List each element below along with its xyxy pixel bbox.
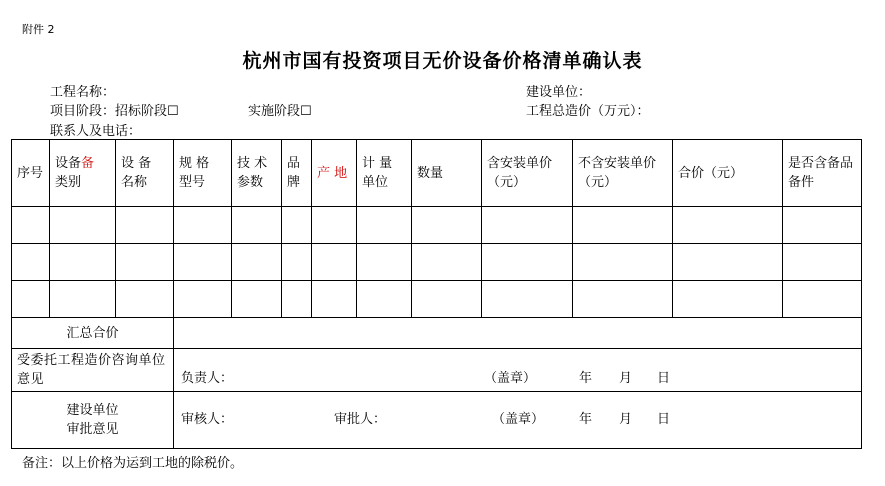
- cell[interactable]: [282, 281, 312, 318]
- header-seq: 序号: [12, 140, 50, 207]
- cell[interactable]: [174, 207, 232, 244]
- table-row: [12, 281, 862, 318]
- header-origin: 产 地: [312, 140, 357, 207]
- cell[interactable]: [174, 244, 232, 281]
- cell[interactable]: [783, 207, 862, 244]
- header-total: 合价（元）: [673, 140, 783, 207]
- cell[interactable]: [312, 207, 357, 244]
- cell[interactable]: [482, 244, 573, 281]
- cell[interactable]: [50, 244, 116, 281]
- header-unit-price-excl: 不含安装单价（元）: [573, 140, 673, 207]
- cell[interactable]: [357, 207, 412, 244]
- cell[interactable]: [312, 281, 357, 318]
- header-category-red: 备: [81, 156, 95, 171]
- header-category-b: 类别: [55, 175, 82, 190]
- table-header-row: [12, 140, 862, 207]
- cell[interactable]: [573, 207, 673, 244]
- table-row: [12, 244, 862, 281]
- summary-label: 汇总合价: [12, 318, 174, 349]
- approval-row: [12, 392, 862, 449]
- stage-bid-option: 招标阶段☐: [115, 104, 179, 119]
- header-category: [50, 140, 116, 207]
- builder-label: 建设单位：: [526, 85, 592, 100]
- cell[interactable]: [673, 244, 783, 281]
- cell[interactable]: [412, 281, 482, 318]
- cell[interactable]: [312, 244, 357, 281]
- month-label: 月: [619, 371, 633, 386]
- cell[interactable]: [412, 244, 482, 281]
- seal-label: （盖章）: [484, 371, 537, 386]
- cell[interactable]: [12, 244, 50, 281]
- consult-row: [12, 349, 862, 392]
- cell[interactable]: [282, 244, 312, 281]
- total-cost-label: 工程总造价（万元）：: [526, 104, 650, 119]
- reviewer-label: 审核人：: [181, 412, 234, 427]
- header-brand: 品 牌: [282, 140, 312, 207]
- day-label: 日: [657, 371, 671, 386]
- header-category-a: 设备: [55, 156, 82, 171]
- approval-label-2: 审批意见: [66, 422, 119, 437]
- responsible-label: 负责人：: [181, 371, 234, 386]
- cell[interactable]: [116, 244, 174, 281]
- cell[interactable]: [116, 207, 174, 244]
- approval-label: [12, 392, 174, 449]
- table-row: [12, 207, 862, 244]
- header-unit-price-incl: 含安装单价（元）: [482, 140, 573, 207]
- page-title: 杭州市国有投资项目无价设备价格清单确认表: [242, 50, 643, 72]
- cell[interactable]: [12, 207, 50, 244]
- cell[interactable]: [573, 281, 673, 318]
- cell[interactable]: [783, 244, 862, 281]
- cell[interactable]: [482, 281, 573, 318]
- cell[interactable]: [673, 207, 783, 244]
- seal-label-2: （盖章）: [492, 412, 545, 427]
- cell[interactable]: [50, 207, 116, 244]
- day-label-2: 日: [657, 412, 671, 427]
- cell[interactable]: [174, 281, 232, 318]
- cell[interactable]: [783, 281, 862, 318]
- project-name-label: 工程名称：: [50, 85, 116, 100]
- approval-sign-cell[interactable]: [174, 392, 862, 449]
- header-spec: 规 格 型号: [174, 140, 232, 207]
- header-name: 设 备 名称: [116, 140, 174, 207]
- approver-label: 审批人：: [334, 412, 387, 427]
- header-unit: 计 量 单位: [357, 140, 412, 207]
- stage-prefix: 项目阶段：: [50, 104, 116, 119]
- price-table: [11, 139, 862, 449]
- header-tech: 技 术 参数: [232, 140, 282, 207]
- cell[interactable]: [482, 207, 573, 244]
- footnote: 备注：以上价格为运到工地的除税价。: [22, 456, 244, 471]
- stage-impl-option: 实施阶段☐: [248, 104, 312, 119]
- cell[interactable]: [232, 244, 282, 281]
- cell[interactable]: [412, 207, 482, 244]
- cell[interactable]: [357, 281, 412, 318]
- summary-row: [12, 318, 862, 349]
- cell[interactable]: [12, 281, 50, 318]
- consult-label: 受委托工程造价咨询单位意见: [12, 349, 174, 392]
- year-label-2: 年: [579, 412, 593, 427]
- cell[interactable]: [673, 281, 783, 318]
- cell[interactable]: [357, 244, 412, 281]
- cell[interactable]: [282, 207, 312, 244]
- header-qty: 数量: [412, 140, 482, 207]
- month-label-2: 月: [619, 412, 633, 427]
- attachment-label: 附件 2: [22, 23, 55, 36]
- year-label: 年: [579, 371, 593, 386]
- consult-sign-cell[interactable]: [174, 349, 862, 392]
- cell[interactable]: [232, 207, 282, 244]
- cell[interactable]: [232, 281, 282, 318]
- header-spare: 是否含备品备件: [783, 140, 862, 207]
- approval-label-1: 建设单位: [66, 403, 119, 418]
- cell[interactable]: [116, 281, 174, 318]
- summary-value-cell[interactable]: [174, 318, 862, 349]
- cell[interactable]: [573, 244, 673, 281]
- cell[interactable]: [50, 281, 116, 318]
- contact-label: 联系人及电话：: [50, 124, 142, 139]
- stage-label: [50, 100, 179, 119]
